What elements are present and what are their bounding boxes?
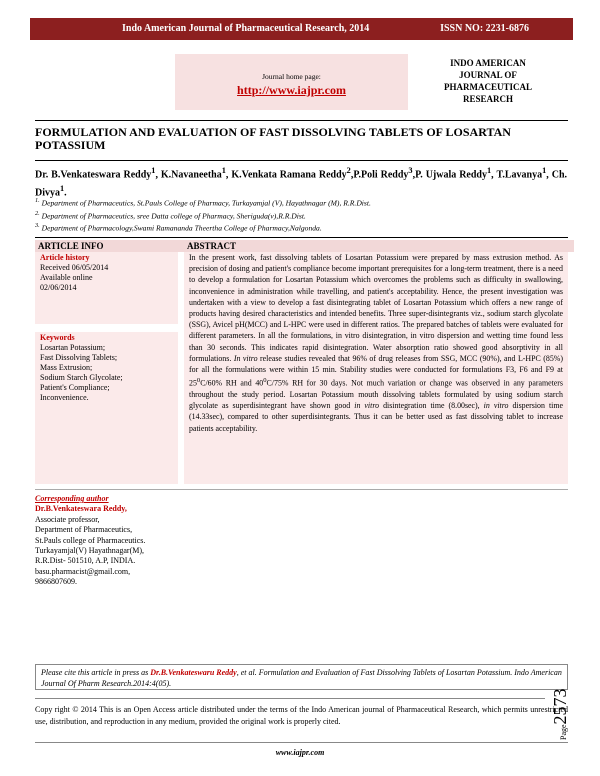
author-affiliation-mark: 1 bbox=[487, 166, 492, 175]
author-affiliation-mark: 1 bbox=[151, 166, 156, 175]
footer-rule-bottom bbox=[35, 742, 568, 743]
journal-title-line: JOURNAL OF bbox=[459, 70, 517, 80]
online-date: 02/06/2014 bbox=[40, 283, 77, 292]
article-title: FORMULATION AND EVALUATION OF FAST DISSOLVING TABLETS OF LOSARTAN POTASSIUM bbox=[35, 125, 511, 152]
keyword: Patient's Compliance; bbox=[40, 383, 110, 392]
author-name: K.Navaneetha bbox=[160, 169, 222, 181]
corr-line: R.R.Dist- 501510, A.P, INDIA. bbox=[35, 556, 136, 566]
author-name: P. Ujwala Reddy bbox=[415, 169, 487, 181]
keywords-box bbox=[35, 332, 178, 484]
abstract-rule bbox=[35, 489, 568, 490]
author-separator: , bbox=[225, 169, 232, 181]
corr-email[interactable]: basu.pharmacist@gmail.com, bbox=[35, 566, 131, 576]
header-journal-name: Indo American Journal of Pharmaceutical Research, 2014 bbox=[122, 23, 370, 34]
author-affiliation-mark: 2 bbox=[346, 166, 351, 175]
home-page-label: Journal home page: bbox=[262, 72, 321, 81]
author-affiliation-mark: 1 bbox=[542, 166, 547, 175]
corr-line: Associate professor, bbox=[35, 514, 100, 524]
keywords-label: Keywords bbox=[40, 333, 75, 342]
journal-home-box bbox=[175, 54, 408, 110]
footer-rule bbox=[35, 698, 545, 699]
corresponding-name: Dr.B.Venkateswara Reddy, bbox=[35, 504, 127, 514]
corr-phone: 9866807609. bbox=[35, 577, 77, 587]
keyword: Inconvenience. bbox=[40, 393, 89, 402]
affiliation: $^{2.}$ Department of Pharmaceutics, sree Datta college of Pharmacy, Sheriguda(v),R.R.Dist. bbox=[35, 209, 306, 221]
author-name: P.Poli Reddy bbox=[353, 169, 409, 181]
corr-line: St.Pauls college of Pharmaceutics. bbox=[35, 535, 146, 545]
author-affiliation-mark: 1 bbox=[60, 184, 65, 194]
author-affiliation-mark: 3 bbox=[408, 166, 413, 175]
copyright-notice: Copy right © 2014 This is an Open Access article distributed under the terms of the Indo American journal of Pharmaceutical Research, which permits unrestricted use, distribution, and reproduction in any medium, provided the original work is properly cited. bbox=[35, 705, 568, 726]
author-affiliation-mark: 1 bbox=[221, 166, 226, 175]
corr-line: Turkayamjal(V) Hayathnagar(M), bbox=[35, 546, 145, 556]
journal-title-line: PHARMACEUTICAL bbox=[443, 82, 532, 92]
author-separator: , bbox=[412, 169, 416, 181]
corresponding-author bbox=[35, 494, 185, 588]
citation-box: Please cite this article in press as Dr.B.Venkateswaru Reddy, et al. Formulation and Evaluation of Fast Dissolving Tablets of Losartan Potassium. Indo American Journal Of Pharm Research.2014:4(05). bbox=[35, 664, 568, 690]
journal-title-line: RESEARCH bbox=[462, 94, 513, 104]
page-number bbox=[548, 660, 578, 740]
header-issn: ISSN NO: 2231-6876 bbox=[440, 23, 529, 34]
keyword: Sodium Starch Glycolate; bbox=[40, 373, 123, 382]
footer-url[interactable]: www.iajpr.com bbox=[275, 748, 325, 757]
article-history-label: Article history bbox=[40, 253, 90, 262]
article-info-heading: ARTICLE INFO bbox=[35, 240, 184, 252]
author-separator: , bbox=[491, 169, 497, 181]
section-rule bbox=[35, 237, 568, 238]
keyword: Fast Dissolving Tablets; bbox=[40, 353, 118, 362]
journal-title-block bbox=[418, 57, 558, 105]
article-info-box bbox=[35, 252, 178, 324]
author-name: Dr. B.Venkateswara Reddy bbox=[35, 169, 152, 181]
title-rule-bottom bbox=[35, 160, 568, 161]
author-separator: , bbox=[155, 169, 161, 181]
keyword: Losartan Potassium; bbox=[40, 343, 106, 352]
title-rule-top bbox=[35, 120, 568, 121]
author-separator: , bbox=[350, 169, 354, 181]
journal-title-line: INDO AMERICAN bbox=[450, 58, 526, 68]
abstract-heading: ABSTRACT bbox=[184, 240, 574, 252]
affiliation: $^{1.}$ Department of Pharmaceutics, St.Pauls College of Pharmacy, Turkayamjal (V), Hayathnagar (M), R.R.Dist. bbox=[35, 197, 371, 208]
keyword: Mass Extrusion; bbox=[40, 363, 93, 372]
author-separator: . bbox=[64, 187, 67, 199]
affiliation: $^{3.}$ Department of Pharmacology,Swami Ramananda Theertha College of Pharmacy,Nalgonda. bbox=[35, 222, 322, 233]
author-name: Ch. Divya bbox=[35, 169, 568, 199]
corr-line: Department of Pharmaceutics, bbox=[35, 525, 133, 535]
affiliations bbox=[35, 196, 567, 234]
author-separator: , bbox=[546, 169, 552, 181]
available-online: Available online bbox=[40, 273, 93, 282]
page-word: Page bbox=[559, 724, 568, 740]
abstract-text: In the present work, fast dissolving tablets of Losartan Potassium were prepared by mass extrusion method. As precision of dosing and patient's compliance become important prerequisites for a long-term treatment, there is a need to develop a formulation for Losartan Potassium which overcomes the problems such as difficulty in swallowing, inconvenience in administration while travelling, and patient's acceptability. Hence, the present investigation was undertaken with a view to develop a fast disintegrating tablet of Losartan Potassium which offers a new range of products having desired characteristics and intended benefits. Three super-disintegrants viz., sodium starch glycolate (SSG), Avicel pH(MCC) and L-HPC were used in different ratios. The prepared batches of tablets were evaluated for different parameters. In all the formulations, in vitro disintegration, in vitro dispersion and wetting time found less than 30 seconds. This indicates rapid disintegration. Water absorption ratio showed good absorptivity in all formulations. In vitro release studies revealed that 96% of drug releases from SSG, MCC (90%), and L-HPC (85%) for all the formulations were within 15 min. Stability studies were conducted for formulations F3, F6 and F9 at $25^0C/60\%$ RH and $40^0C/75\%$ RH for 30 days. Not much variation or change was observed in any parameters throughout the study period. Losartan Potassium mouth dissolving tablets formulated by using sodium starch glycolate as superdisintegrant have shown good in vitro disintegration time (8.00sec), in vitro dispersion time (14.33sec), compared to other superdisintegrants. Thus it can be better used as fast dissolving tablet to increase patients acceptability. bbox=[184, 252, 568, 484]
corresponding-label: Corresponding author bbox=[35, 494, 109, 503]
author-name: K.Venkata Ramana Reddy bbox=[231, 169, 347, 181]
page-digits: 2573 bbox=[550, 688, 570, 725]
author-name: T.Lavanya bbox=[496, 169, 543, 181]
home-page-link[interactable]: http://www.iajpr.com bbox=[237, 83, 346, 97]
received-date: Received 06/05/2014 bbox=[40, 263, 109, 272]
journal-header-bar bbox=[30, 18, 573, 40]
